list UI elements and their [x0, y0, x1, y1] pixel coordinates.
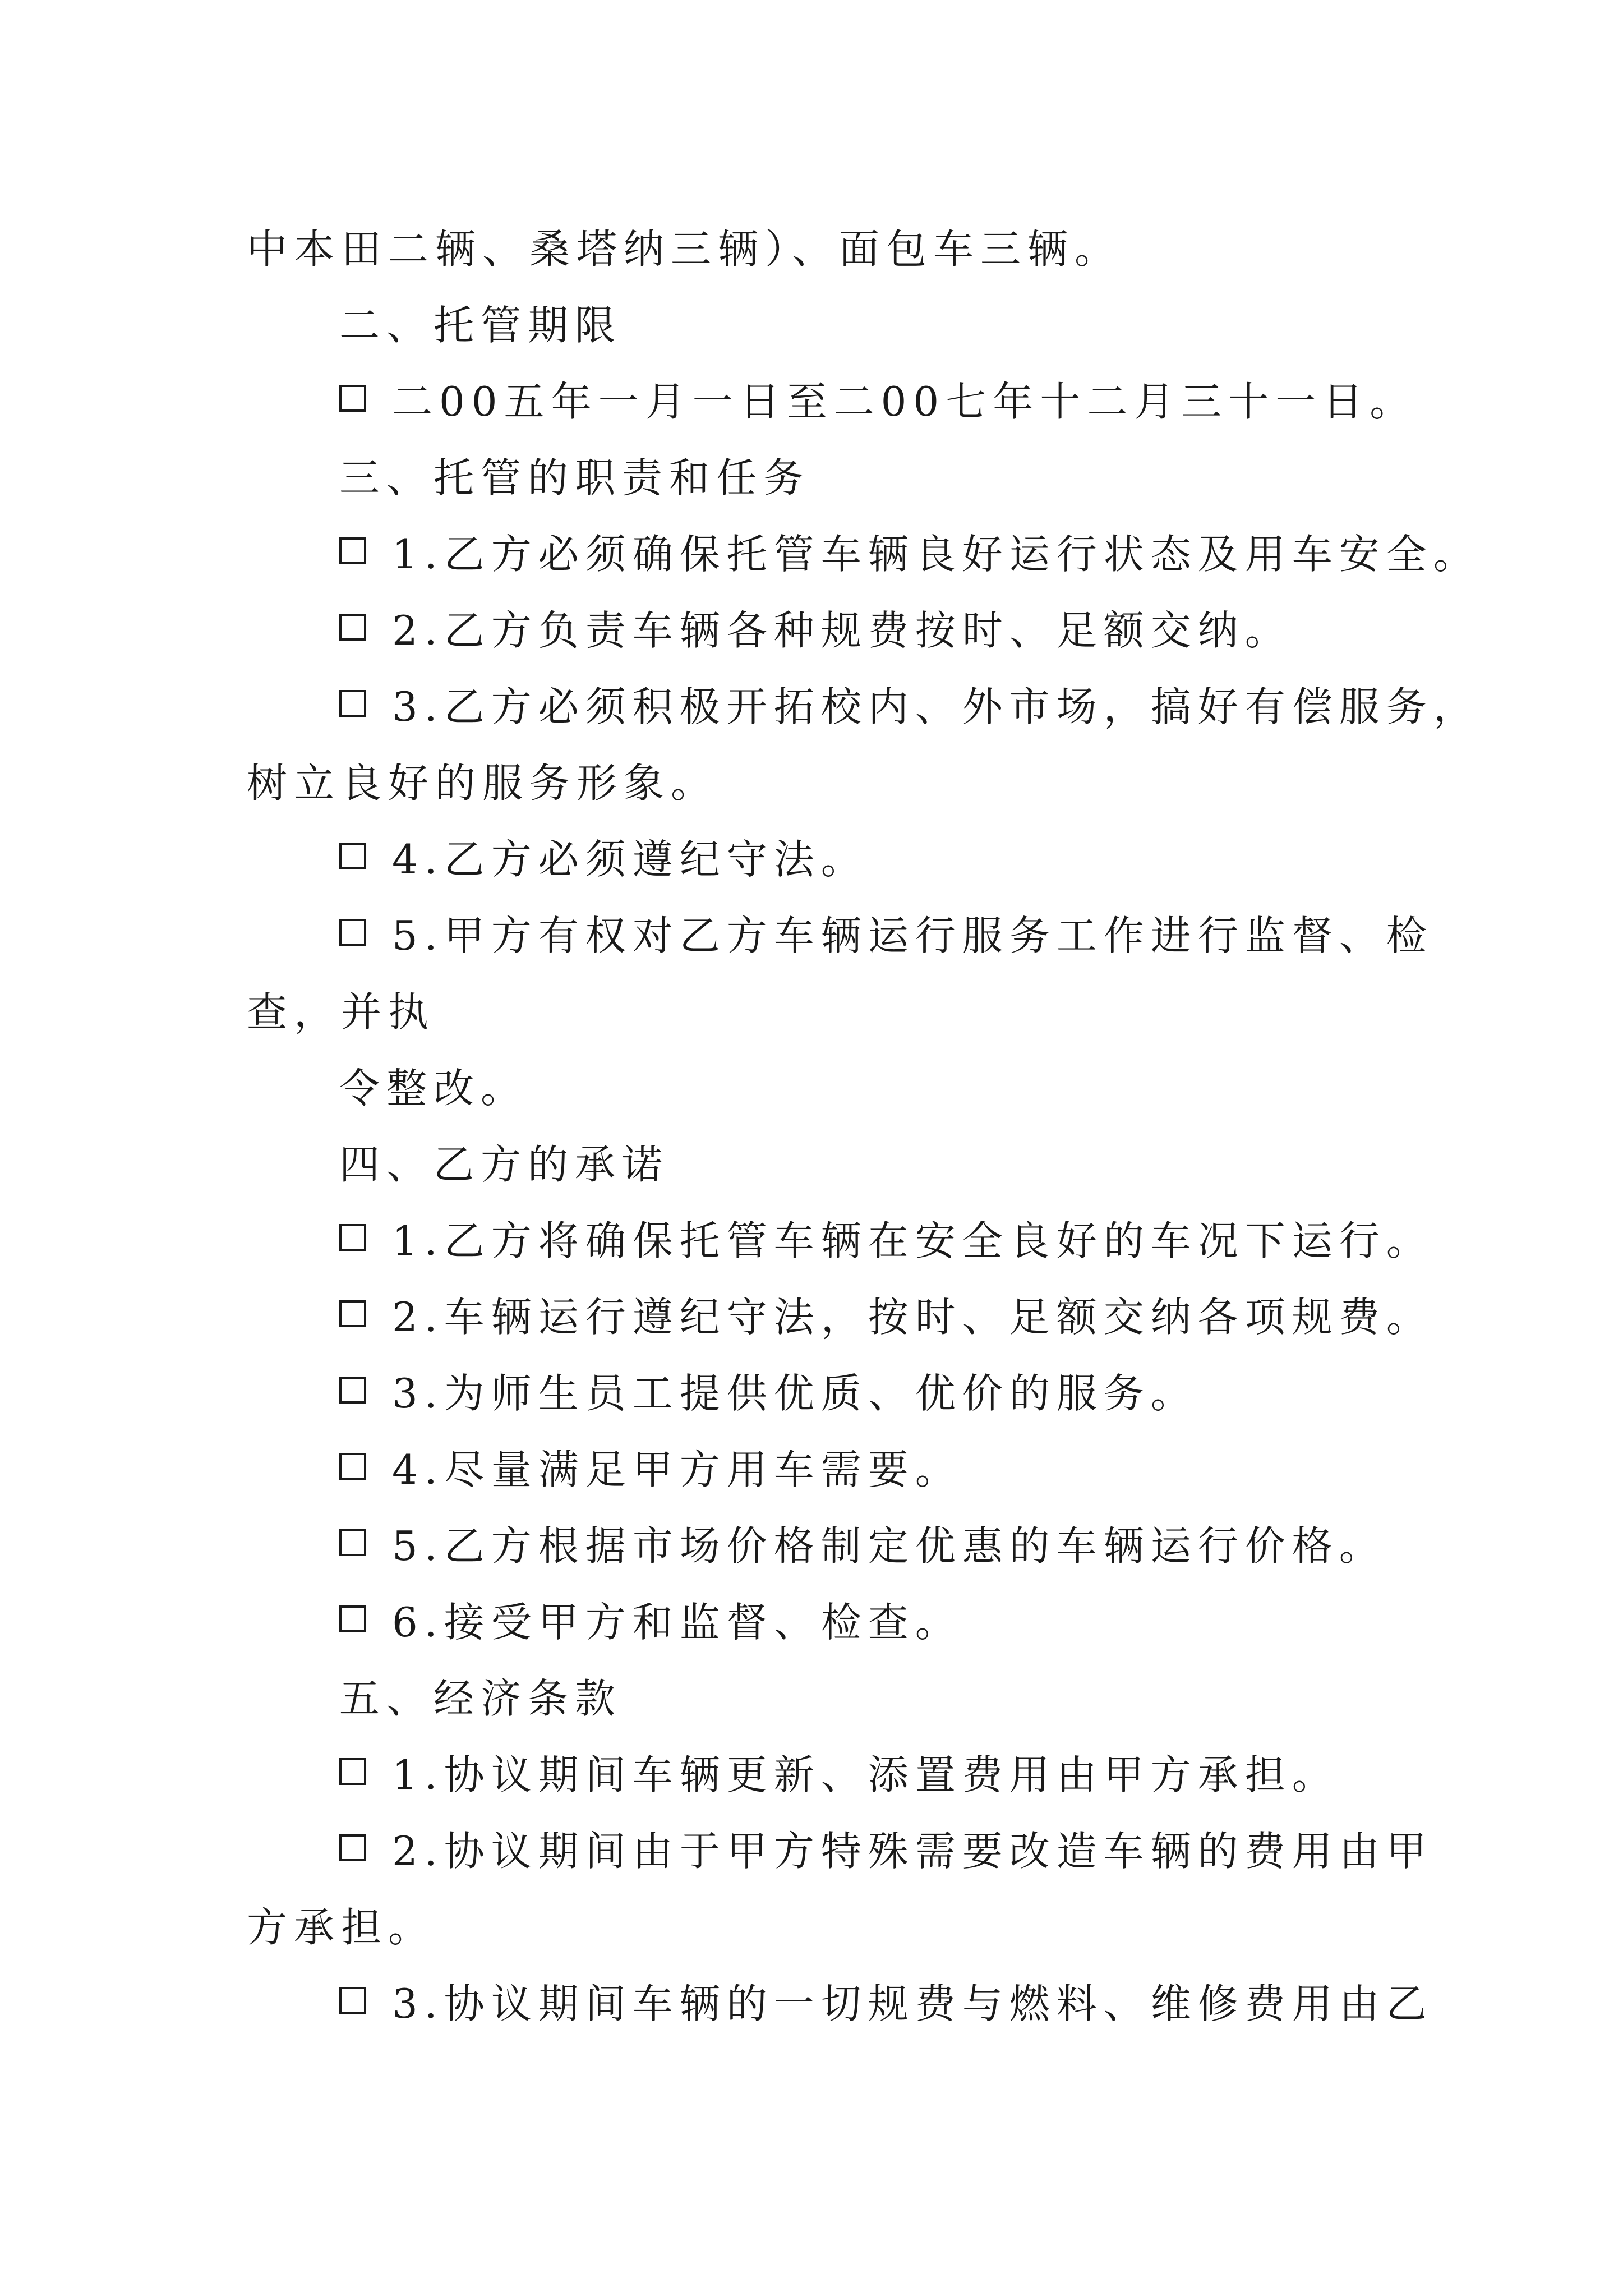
checkbox[interactable]	[339, 1758, 366, 1785]
checkbox[interactable]	[339, 1605, 366, 1632]
text-line	[247, 970, 435, 1047]
line-text: 5.乙方根据市场价格制定优惠的车辆运行价格。	[392, 1522, 1386, 1570]
checkbox-item	[339, 1504, 1386, 1581]
line-text: 4.乙方必须遵纪守法。	[392, 836, 868, 883]
checkbox[interactable]	[339, 537, 366, 564]
line-text: 4.尽量满足甲方用车需要。	[392, 1446, 962, 1493]
checkbox-item	[339, 1428, 962, 1504]
checkbox[interactable]	[339, 1300, 366, 1327]
checkbox[interactable]	[339, 843, 366, 869]
text-line	[247, 742, 718, 818]
line-text: 1.乙方将确保托管车辆在安全良好的车况下运行。	[392, 1217, 1433, 1264]
text-line	[247, 208, 1122, 284]
checkbox-item	[339, 1581, 962, 1657]
checkbox-item	[339, 665, 1481, 742]
line-text: 5.甲方有权对乙方车辆运行服务工作进行监督、检	[392, 912, 1433, 959]
section-heading	[339, 284, 622, 360]
checkbox-item	[339, 360, 1417, 436]
line-text: 1.协议期间车辆更新、添置费用由甲方承担。	[392, 1751, 1339, 1798]
checkbox[interactable]	[339, 1834, 366, 1861]
checkbox-item	[339, 1962, 1433, 2039]
checkbox[interactable]	[339, 1224, 366, 1251]
line-text: 树立良好的服务形象。	[247, 760, 718, 807]
section-heading	[339, 1657, 622, 1733]
line-text: 方承担。	[247, 1904, 436, 1951]
line-text: 3.协议期间车辆的一切规费与燃料、维修费用由乙	[392, 1980, 1433, 2027]
line-text: 二00五年一月一日至二00七年十二月三十一日。	[392, 378, 1417, 425]
checkbox[interactable]	[339, 690, 366, 717]
line-text: 令整改。	[339, 1065, 528, 1112]
line-text: 查，并执	[247, 988, 436, 1036]
line-text: 三、托管的职责和任务	[339, 454, 811, 501]
section-heading	[339, 436, 810, 513]
line-text: 2.乙方负责车辆各种规费按时、足额交纳。	[392, 607, 1292, 654]
checkbox[interactable]	[339, 919, 366, 946]
line-text: 2.协议期间由于甲方特殊需要改造车辆的费用由甲	[392, 1828, 1433, 1875]
line-text: 1.乙方必须确保托管车辆良好运行状态及用车安全。	[392, 531, 1481, 578]
checkbox[interactable]	[339, 1377, 366, 1404]
text-line	[247, 1886, 435, 1962]
checkbox[interactable]	[339, 614, 366, 641]
line-text: 二、托管期限	[339, 302, 623, 349]
checkbox-item	[339, 1810, 1433, 1886]
line-text: 3.乙方必须积极开拓校内、外市场，搞好有偿服务，	[392, 683, 1481, 730]
checkbox-item	[339, 1352, 1198, 1428]
line-text: 四、乙方的承诺	[339, 1141, 670, 1188]
line-text: 2.车辆运行遵纪守法，按时、足额交纳各项规费。	[392, 1294, 1433, 1341]
line-text: 3.为师生员工提供优质、优价的服务。	[392, 1370, 1198, 1417]
checkbox[interactable]	[339, 1529, 366, 1556]
checkbox-item	[339, 1199, 1433, 1276]
checkbox-item	[339, 894, 1433, 970]
line-text: 五、经济条款	[339, 1675, 623, 1722]
checkbox-item	[339, 513, 1481, 589]
checkbox-item	[339, 1276, 1433, 1352]
checkbox[interactable]	[339, 1453, 366, 1480]
checkbox-item	[339, 818, 868, 894]
checkbox-item	[339, 589, 1292, 665]
checkbox[interactable]	[339, 1987, 366, 2014]
checkbox-item	[339, 1733, 1339, 1810]
line-text: 中本田二辆、桑塔纳三辆）、面包车三辆。	[247, 226, 1122, 273]
section-heading	[339, 1123, 669, 1199]
text-line	[339, 1047, 528, 1123]
line-text: 6.接受甲方和监督、检查。	[392, 1599, 962, 1646]
checkbox[interactable]	[339, 385, 366, 412]
